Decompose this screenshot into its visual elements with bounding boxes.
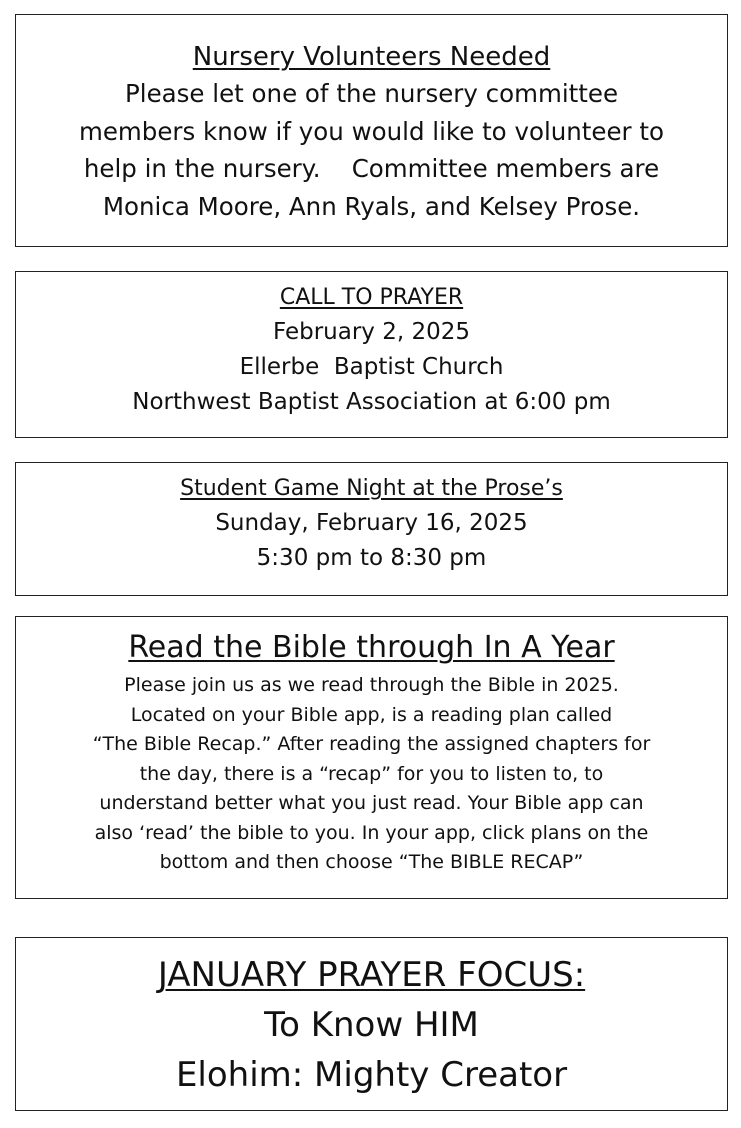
nursery-body (16, 75, 727, 225)
bible-reading-box (15, 616, 728, 899)
bible-reading-body (16, 671, 727, 878)
bible-reading-line: Located on your Bible app, is a reading plan called (130, 703, 613, 726)
bible-reading-line: understand better what you just read. Your Bible app can (99, 792, 644, 814)
nursery-line: Please let one of the nursery committee (124, 79, 619, 108)
bible-reading-line: bottom and then choose “The BIBLE RECAP” (159, 851, 584, 873)
nursery-title: Nursery Volunteers Needed (192, 42, 551, 72)
bible-reading-line: the day, there is a “recap” for you to listen to, to (139, 762, 604, 785)
nursery-line: Monica Moore, Ann Ryals, and Kelsey Prose. (102, 191, 641, 221)
game-night-date: Sunday, February 16, 2025 (215, 510, 528, 536)
prayer-focus-body (16, 1000, 727, 1100)
game-night-title: Student Game Night at the Prose’s (180, 476, 563, 501)
call-to-prayer-title: CALL TO PRAYER (279, 285, 464, 310)
bible-reading-title: Read the Bible through In A Year (128, 630, 615, 665)
call-to-prayer-date: February 2, 2025 (272, 319, 471, 345)
game-night-box (15, 462, 728, 596)
call-to-prayer-church: Ellerbe Baptist Church (239, 354, 504, 380)
game-night-time: 5:30 pm to 8:30 pm (256, 545, 487, 571)
nursery-volunteers-box (15, 14, 728, 247)
bible-reading-line: Please join us as we read through the Bible in 2025. (124, 674, 619, 696)
nursery-line: help in the nursery. Committee members are (83, 154, 660, 183)
bible-reading-line: “The Bible Recap.” After reading the assigned chapters for (92, 733, 651, 755)
prayer-focus-title: JANUARY PRAYER FOCUS: (157, 955, 586, 995)
prayer-focus-line: To Know HIM (264, 1005, 479, 1045)
prayer-focus-box (15, 937, 728, 1111)
nursery-line: members know if you would like to volunteer to (78, 116, 665, 146)
bible-reading-line: also ‘read’ the bible to you. In your app, click plans on the (94, 821, 649, 844)
game-night-body (16, 506, 727, 576)
prayer-focus-line: Elohim: Mighty Creator (175, 1055, 568, 1095)
call-to-prayer-box (15, 271, 728, 438)
call-to-prayer-body (16, 315, 727, 420)
call-to-prayer-association: Northwest Baptist Association at 6:00 pm (132, 389, 611, 415)
